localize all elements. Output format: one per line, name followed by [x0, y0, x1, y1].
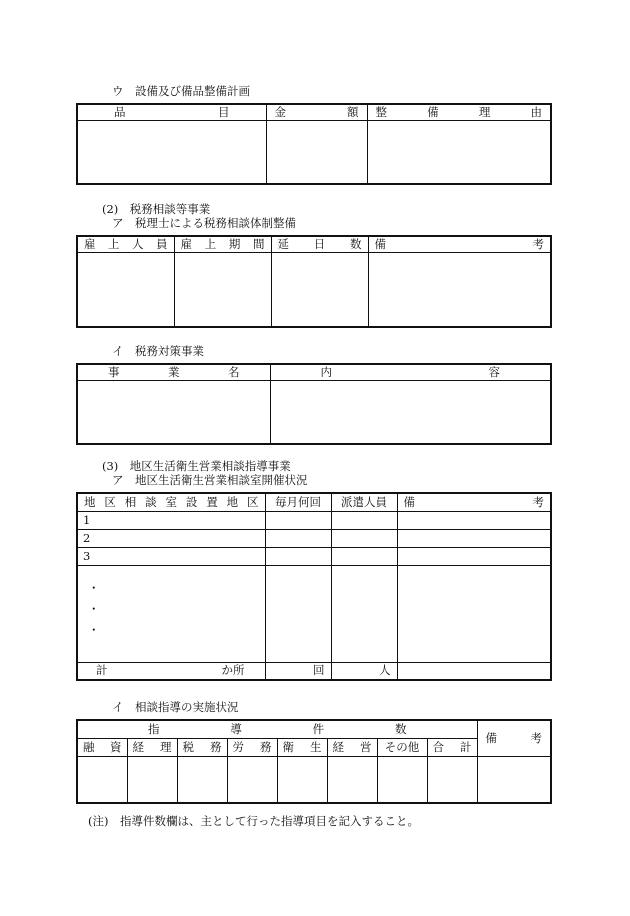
header-char: 金: [274, 104, 286, 119]
header-char: 導: [230, 721, 242, 736]
column-header: [368, 236, 551, 252]
header-char: 計: [460, 739, 472, 754]
tax-measures-table: [76, 363, 552, 445]
header-char: 額: [347, 104, 359, 119]
header-char: 数: [394, 721, 407, 736]
district-consult-subtitle: ア 地区生活衛生営業相談室開催状況: [112, 473, 308, 487]
header-char: 上: [204, 236, 217, 251]
header-char: 合: [432, 739, 444, 754]
header-char: 相: [124, 494, 137, 509]
header-char: 生: [310, 739, 322, 754]
cell: [77, 120, 266, 184]
header-char: 由: [530, 104, 542, 119]
header-char: 税: [182, 739, 194, 754]
column-header: [266, 104, 367, 120]
header-char: 備: [403, 494, 415, 509]
header-char: 日: [313, 236, 326, 251]
header-char: 室: [165, 494, 177, 509]
header-char: 衛: [282, 739, 294, 754]
header-char: 員: [156, 236, 168, 251]
column-header: [227, 738, 277, 756]
header-char: 雇: [180, 236, 192, 251]
row-number: 1: [77, 511, 265, 529]
column-header: [177, 738, 227, 756]
header-char: 備: [427, 104, 439, 119]
column-header: [367, 104, 551, 120]
header-char: 資: [110, 739, 122, 754]
cell: [368, 252, 551, 327]
header-char: 区: [104, 494, 116, 509]
dot: ・: [88, 601, 100, 616]
header-char: 整: [375, 104, 387, 119]
header-char: 品: [114, 104, 126, 119]
column-header: [77, 493, 265, 511]
cell: [77, 252, 174, 327]
guidance-status-table: [76, 719, 552, 804]
group-header: [77, 720, 477, 738]
header-char: 容: [488, 364, 500, 379]
cell: [270, 380, 551, 444]
column-header: [377, 738, 427, 756]
header-char: その他: [384, 739, 420, 754]
column-header: [174, 236, 271, 252]
column-header: [397, 493, 551, 511]
header-char: 件: [312, 721, 325, 736]
total-cell: [77, 662, 265, 680]
header-char: 内: [320, 364, 332, 379]
footnote: (注) 指導件数欄は、主として行った指導項目を記入すること。: [88, 814, 419, 828]
column-header: [277, 738, 327, 756]
header-char: 地: [226, 494, 239, 509]
column-header: [77, 364, 270, 380]
header-char: 名: [228, 364, 240, 379]
header-char: 目: [218, 104, 230, 119]
header-char: 置: [206, 494, 218, 509]
remarks-header: [477, 720, 551, 756]
equipment-plan-table: [76, 103, 552, 185]
cell: [266, 120, 367, 184]
header-char: 経: [332, 739, 344, 754]
header-char: 事: [108, 364, 120, 379]
column-header: [127, 738, 177, 756]
column-header: [265, 493, 331, 511]
header-char: 区: [247, 494, 259, 509]
guidance-status-title: イ 相談指導の実施状況: [112, 700, 239, 714]
cell: [367, 120, 551, 184]
column-header: [270, 364, 551, 380]
header-char: 毎月何回: [275, 494, 321, 509]
times-unit: 回: [265, 662, 331, 680]
header-char: 理: [478, 104, 491, 119]
column-header: [77, 104, 266, 120]
header-char: 考: [532, 494, 544, 509]
column-header: [271, 236, 368, 252]
ellipsis-cell: [77, 565, 265, 662]
header-char: 労: [232, 739, 244, 754]
equipment-plan-title: ウ 設備及び備品整備計画: [112, 84, 250, 98]
dot: ・: [88, 580, 100, 595]
dot: ・: [88, 622, 100, 637]
row-number: 3: [77, 547, 265, 565]
column-header: [331, 493, 397, 511]
header-char: 備: [374, 236, 386, 251]
header-char: 融: [83, 739, 95, 754]
header-char: 人: [132, 236, 144, 251]
cell: [174, 252, 271, 327]
header-char: 間: [252, 236, 265, 251]
tax-measures-title: イ 税務対策事業: [112, 344, 204, 358]
tax-consult-subtitle: ア 税理士による税務相談体制整備: [112, 216, 296, 230]
header-char: 理: [160, 739, 172, 754]
header-char: 考: [532, 236, 544, 251]
column-header: [77, 738, 127, 756]
column-header: [77, 236, 174, 252]
header-char: 期: [228, 236, 241, 251]
district-consult-section-title: (3) 地区生活衛生営業相談指導事業: [102, 459, 291, 473]
header-char: 上: [108, 236, 120, 251]
header-char: 数: [350, 236, 362, 251]
total-label: 計: [96, 663, 108, 678]
column-header: [327, 738, 377, 756]
header-char: 延: [277, 236, 289, 251]
header-char: 雇: [84, 236, 96, 251]
tax-consult-table: [76, 235, 552, 328]
header-char: 業: [168, 364, 180, 379]
district-consult-table: [76, 492, 552, 681]
place-unit: か所: [221, 663, 245, 678]
header-char: 地: [84, 494, 96, 509]
row-number: 2: [77, 529, 265, 547]
column-header: [427, 738, 477, 756]
header-char: 務: [210, 739, 222, 754]
header-char: 指: [148, 721, 160, 736]
people-unit: 人: [331, 662, 397, 680]
header-char: 派遣人員: [341, 494, 387, 509]
tax-consult-section-title: (2) 税務相談等事業: [102, 202, 211, 216]
header-char: 経: [132, 739, 144, 754]
header-char: 設: [185, 494, 198, 509]
header-char: 営: [360, 739, 372, 754]
cell: [271, 252, 368, 327]
header-char: 務: [260, 739, 272, 754]
header-char: 備: [485, 730, 497, 745]
header-char: 談: [145, 494, 157, 509]
header-char: 考: [530, 730, 542, 745]
cell: [77, 380, 270, 444]
